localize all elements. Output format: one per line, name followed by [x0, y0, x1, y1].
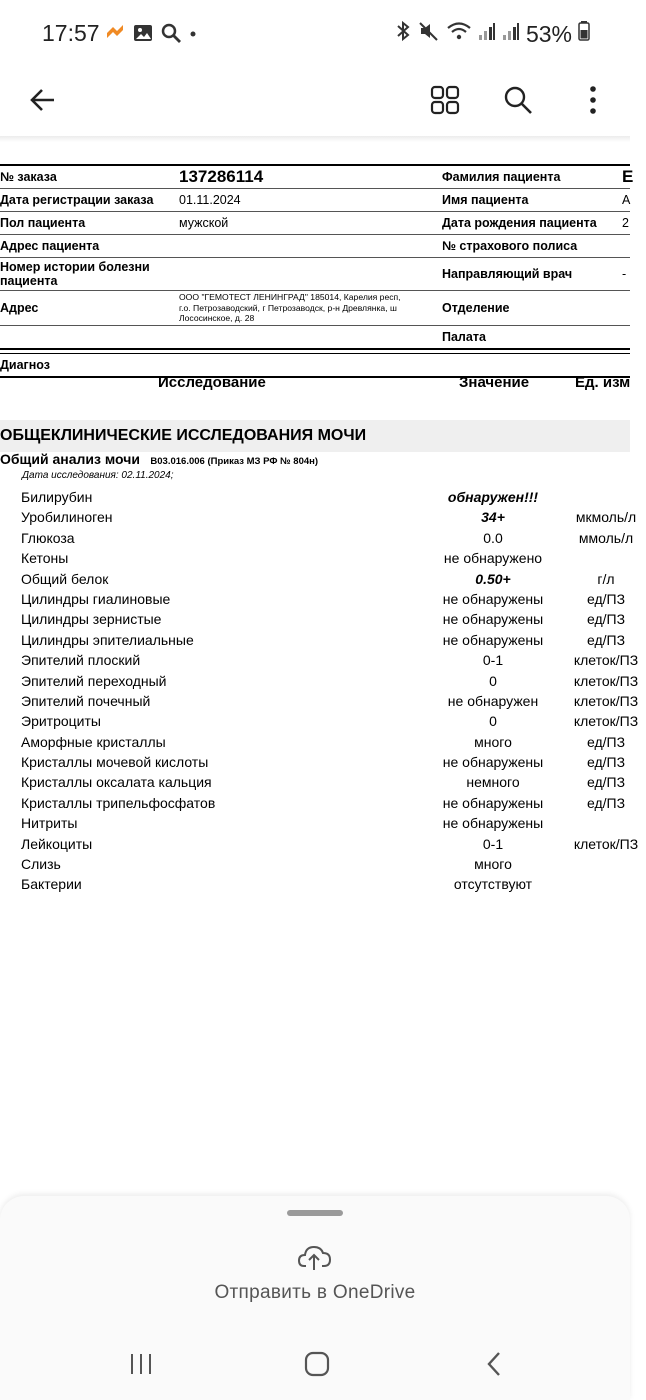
result-name: Аморфные кристаллы	[21, 733, 166, 750]
result-value: не обнаружены	[442, 794, 544, 811]
table-row	[0, 875, 630, 895]
search-button[interactable]	[494, 78, 542, 126]
home-icon	[303, 1350, 331, 1383]
result-name: Эпителий плоский	[21, 652, 141, 669]
table-row	[0, 753, 630, 773]
analysis-name: Общий анализ мочи	[0, 451, 140, 467]
result-unit: г/л	[597, 570, 615, 587]
status-left-icons	[104, 22, 198, 49]
battery-percent: 53%	[525, 20, 572, 47]
result-unit: ед/ПЗ	[586, 794, 626, 811]
birth-label: Дата рождения пациента	[442, 216, 597, 230]
reg-date-value: 01.11.2024	[179, 193, 241, 207]
patient-header-table	[0, 164, 634, 378]
header-row-sex	[0, 212, 630, 235]
result-unit: клеток/ПЗ	[573, 713, 639, 730]
recents-button[interactable]	[121, 1348, 161, 1384]
result-name: Кристаллы оксалата кальция	[21, 774, 212, 791]
table-row	[0, 794, 630, 814]
result-name: Общий белок	[21, 570, 109, 587]
result-unit: ед/ПЗ	[586, 733, 626, 750]
result-name: Цилиндры зернистые	[21, 611, 162, 628]
table-row	[0, 590, 630, 610]
battery-icon	[578, 20, 590, 48]
name-value: А	[622, 193, 631, 207]
more-vert-icon	[588, 85, 598, 120]
back-button[interactable]	[19, 78, 67, 126]
dot-icon	[188, 22, 198, 49]
back-arrow-icon	[28, 85, 58, 120]
result-unit: ед/ПЗ	[586, 611, 626, 628]
result-value: не обнаружены	[442, 631, 544, 648]
status-bar	[0, 0, 630, 70]
search-icon	[503, 85, 533, 120]
nav-back-button[interactable]	[474, 1348, 514, 1384]
result-unit: ед/ПЗ	[586, 754, 626, 771]
history-label: Номер истории болезни пациента	[0, 260, 150, 288]
address-label: Адрес	[0, 301, 39, 315]
bluetooth-icon	[394, 20, 412, 48]
result-name: Эритроциты	[21, 713, 101, 730]
signal-icon	[478, 20, 496, 48]
result-value: немного	[466, 774, 520, 791]
table-row	[0, 672, 639, 692]
result-value: 0.0	[483, 529, 503, 546]
order-no-label: № заказа	[0, 170, 57, 184]
result-name: Кристаллы мочевой кислоты	[21, 754, 209, 771]
table-row	[0, 855, 630, 875]
table-row	[0, 733, 630, 753]
result-name: Кетоны	[21, 550, 69, 567]
result-name: Цилиндры эпителиальные	[21, 631, 194, 648]
header-row-ward	[0, 326, 630, 350]
result-name: Цилиндры гиалиновые	[21, 590, 171, 607]
result-name: Билирубин	[21, 489, 93, 505]
reg-date-label: Дата регистрации заказа	[0, 193, 154, 207]
back-icon	[482, 1350, 506, 1383]
header-row-patient-address	[0, 235, 630, 258]
sex-label: Пол пациента	[0, 216, 86, 230]
grid-view-button[interactable]	[421, 78, 469, 126]
result-name: Нитриты	[21, 815, 78, 832]
header-row-order	[0, 166, 634, 189]
name-label: Имя пациента	[442, 193, 529, 207]
result-value: 0-1	[482, 835, 504, 852]
result-unit: ед/ПЗ	[586, 631, 626, 648]
sex-value: мужской	[179, 216, 229, 230]
result-value: 0.50+	[475, 570, 511, 587]
table-row	[0, 610, 630, 630]
result-name: Эпителий переходный	[21, 672, 167, 689]
result-value: 0-1	[482, 652, 504, 669]
table-row	[0, 570, 630, 590]
study-date: Дата исследования: 02.11.2024;	[22, 470, 174, 481]
result-value: отсутствуют	[453, 876, 533, 893]
result-name: Глюкоза	[21, 529, 75, 546]
table-row	[0, 631, 630, 651]
table-row	[0, 692, 639, 712]
ward-label: Палата	[442, 330, 486, 344]
wifi-icon	[446, 20, 472, 48]
cloud-upload-icon	[297, 1242, 333, 1277]
header-row-reg-date	[0, 189, 630, 212]
onedrive-share-button[interactable]	[180, 1232, 450, 1312]
mute-icon	[418, 20, 440, 48]
table-row	[0, 814, 630, 834]
table-row	[0, 835, 639, 855]
result-name: Слизь	[21, 856, 61, 873]
lab-address: ООО "ГЕМОТЕСТ ЛЕНИНГРАД" 185014, Карелия респ, г.о. Петрозаводский, г Петрозаводск, р-н Древлянка, ш Лососинское, д. 28	[179, 292, 401, 324]
patient-address-label: Адрес пациента	[0, 239, 100, 253]
signal-icon	[502, 20, 520, 48]
result-value: не обнаружены	[442, 754, 544, 771]
column-header-study: Исследование	[158, 374, 266, 391]
department-label: Отделение	[442, 301, 510, 315]
analysis-code: B03.016.006 (Приказ МЗ РФ № 804н)	[150, 456, 319, 467]
result-unit: клеток/ПЗ	[573, 672, 639, 689]
result-name: Эпителий почечный	[21, 692, 151, 709]
result-name: Уробилиноген	[21, 509, 113, 526]
grid-icon	[430, 85, 460, 120]
result-unit: клеток/ПЗ	[573, 835, 639, 852]
result-value: много	[474, 856, 512, 873]
table-row	[0, 508, 637, 528]
header-row-address	[0, 291, 630, 326]
doctor-value: -	[622, 267, 627, 281]
result-value: не обнаружено	[443, 550, 543, 567]
analysis-title	[0, 451, 318, 469]
order-no-value: 137286114	[179, 167, 264, 186]
result-unit: ммоль/л	[578, 529, 634, 546]
sheet-drag-handle[interactable]	[287, 1210, 343, 1216]
report-document[interactable]	[0, 142, 639, 1200]
result-value: 0	[489, 672, 497, 689]
onedrive-share-label: Отправить в OneDrive	[214, 1282, 416, 1303]
column-header-unit: Ед. изм	[575, 374, 631, 391]
system-nav-bar	[0, 1330, 630, 1400]
result-value: не обнаружены	[442, 611, 544, 628]
diagnosis-label: Диагноз	[0, 358, 50, 372]
table-row	[0, 488, 630, 508]
surname-value: Е	[622, 167, 634, 186]
status-time: 17:57	[42, 20, 100, 46]
app-bar	[0, 70, 630, 136]
result-value: не обнаружен	[447, 692, 539, 709]
section-title: ОБЩЕКЛИНИЧЕСКИЕ ИССЛЕДОВАНИЯ МОЧИ	[0, 420, 630, 452]
results-table	[0, 488, 639, 896]
gallery-icon	[132, 22, 154, 49]
result-unit: мкмоль/л	[575, 509, 637, 526]
result-unit: ед/ПЗ	[586, 774, 626, 791]
result-value: 34+	[481, 509, 505, 526]
header-row-history	[0, 258, 630, 291]
status-right	[394, 20, 590, 48]
table-row	[0, 651, 639, 671]
header-row-diagnosis	[0, 353, 630, 378]
recents-icon	[128, 1351, 154, 1382]
column-header-value: Значение	[459, 374, 530, 391]
result-name: Бактерии	[21, 876, 82, 893]
table-row	[0, 549, 630, 569]
flame-icon	[104, 22, 126, 49]
result-name: Кристаллы трипельфосфатов	[21, 794, 216, 811]
result-value: не обнаружены	[442, 815, 544, 832]
result-value: обнаружен!!!	[447, 489, 539, 505]
result-name: Лейкоциты	[21, 835, 93, 852]
result-unit: клеток/ПЗ	[573, 692, 639, 709]
result-unit: ед/ПЗ	[586, 590, 626, 607]
search-icon	[160, 22, 182, 49]
table-row	[0, 773, 630, 793]
more-options-button[interactable]	[569, 78, 617, 126]
doctor-label: Направляющий врач	[442, 267, 573, 281]
birth-value: 2	[622, 216, 629, 230]
surname-label: Фамилия пациента	[442, 170, 561, 184]
result-value: много	[474, 733, 512, 750]
table-row	[0, 529, 634, 549]
table-row	[0, 712, 639, 732]
result-value: не обнаружены	[442, 590, 544, 607]
result-unit: клеток/ПЗ	[573, 652, 639, 669]
home-button[interactable]	[297, 1348, 337, 1384]
policy-label: № страхового полиса	[442, 239, 578, 253]
result-value: 0	[489, 713, 497, 730]
